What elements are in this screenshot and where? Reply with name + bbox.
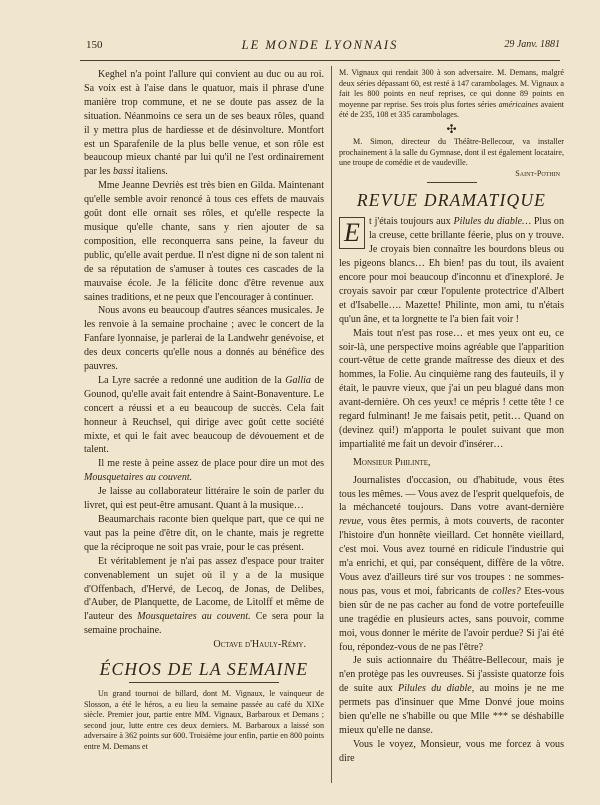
header-rule <box>80 60 560 61</box>
echos-block <box>84 689 324 753</box>
paragraph: Vous le voyez, Monsieur, vous me forcez à vous dire <box>339 738 564 764</box>
separator-rule <box>427 182 477 183</box>
left-column <box>84 68 324 753</box>
page-number: 150 <box>86 39 103 51</box>
paragraph: Il me reste à peine assez de place pour dire un mot des Mousquetaires au couvent. <box>84 458 324 484</box>
note-signature: Saint-Pothin <box>515 168 560 178</box>
paragraph: Je suis actionnaire du Théâtre-Bellecour, mais je n'en protège pas les ouvreuses. Si j'assiste quatorze fois de suite aux Pilules du diable, au moins je ne me permets pas d'insinuer que Mme Donvé joue moins bien qu'elle ne s'habille ou que Mlle *** se déshabille mieux qu'elle ne danse. <box>339 655 564 736</box>
column-divider <box>331 66 332 783</box>
news-note: M. Simon, directeur du Théâtre-Bellecour, va installer prochainement à la salle du Gymnase, dont il est également locataire, une troupe de comédie et de vaudeville. <box>339 136 564 168</box>
echos-paragraph: M. Vignaux qui rendait 300 à son adversaire. M. Demans, malgré deux séries dépassant 60, est resté à 147 carambolages. M. Vignaux a fait les 800 points en neuf reprises, ce qui donne 89 points en moyenne par reprise. Ses trois plus fortes séries américaines avaient été de 235, 108 et 335 carambolages. <box>339 68 564 120</box>
journal-title: LE MONDE LYONNAIS <box>241 38 399 52</box>
paragraph: La Lyre sacrée a redonné une audition de la Gallia de Gounod, qu'elle avait fait entendre à Saint-Bonaventure. Le concert a réussi et a eu beaucoup de succès. Cela fait honneur à Reuchsel, qui dirige avec goût cette société mixte, et qui le fait avec beaucoup de dévouement et de talent. <box>84 374 324 456</box>
paragraph: Keghel n'a point l'allure qui convient au duc ou au roi. Sa voix est à l'aise dans le quatuor, mais il phrase d'une manière trop commune, et ne se doute pas assez de la situation. Néanmoins ce sera un de ses beaux rôles, quand il y mettra plus de hardiesse et de désinvolture. Montfort est un Sparafenile de la plus belle venue, et son rôle est beaucoup mieux chanté par lui qu'il ne l'est ordinairement par les bassi italiens. <box>84 69 324 178</box>
echos-paragraph: Un grand tournoi de billard, dont M. Vignaux, le vainqueur de Slosson, a été le héros, a eu lieu la semaine passée au café du XIXe siècle. Premier jour, partie entre MM. Vignaux, Barbaroux et Demans ; second jour, lutte entre ces deux derniers. M. Barbaroux a laissé son adversaire à 362 points sur 600. Troisième jour enfin, partie en 800 points entre M. Demans et <box>84 689 324 752</box>
author-signature: Octave d'Hauly-Rémy. <box>213 639 306 651</box>
section-heading-echos: ÉCHOS DE LA SEMAINE <box>99 659 309 680</box>
drop-cap: E <box>339 217 365 249</box>
section-rule <box>129 682 279 683</box>
right-column <box>339 68 564 766</box>
paragraph: Mais tout n'est pas rose… et mes yeux ont eu, ce soir-là, une perspective moins agréable que l'apparition court-vêtue de cette grande maîtresse des dieux et des hommes, la Folie. Au cinquième rang des fauteuils, il y était, le pauvre vieux, que j'ai un peu blagué dans mon avant-dernière. Oh ces yeux! ce mépris ! cette tête ! ce regard fulminant! Je me faisais petit, petit… Quand on (devinez qui!) m'apporta le poulet suivant que mon impartialité me fait un devoir d'insérer… <box>339 327 564 450</box>
paragraph: Nous avons eu beaucoup d'autres séances musicales. Je les renvoie à la semaine prochaine ; avec le concert de la Fanfare lyonnaise, je parlerai de la Landwehr genévoise, et des deux concerts qu'elle nous a donnés au bénéfice des pauvres. <box>84 305 324 373</box>
ornament-icon: ✣ <box>446 121 457 136</box>
paragraph: Je laisse au collaborateur littéraire le soin de parler du livret, qui est peut-être amusant. Quant à la musique… <box>84 486 324 512</box>
paragraph: Beaumarchais raconte bien quelque part, que ce qui ne vaut pas la peine d'être dit, on le chante, mais je regrette que la réciproque ne soit pas vraie, pour le cas présent. <box>84 514 324 553</box>
paragraph: Journalistes d'occasion, ou d'habitude, vous êtes tous les mêmes. — Vous avez de l'esprit quelquefois, de la méchanceté toujours. Dans votre avant-dernière revue, vous êtes permis, à mots couverts, de raconter l'histoire d'un honnête vieillard. Cet honnête vieillard, c'est moi. Vous avez tourné en ridicule l'industrie qui m'a enrichi, et qui, par conséquent, diffère de la vôtre. Vous avez d'ailleurs tiré sur vos troupes : ne sommes-nous pas, vous et moi, fabricants de colles? Etes-vous bien sûr de ne pas cacher au fond de votre portefeuille une tragédie en plusieurs actes, sans pouvoir, comme moi, vous donner le mérite de l'avoir perdue? Si j'ai été fou, répondez-vous de ne pas l'être? <box>339 474 565 653</box>
letter-salutation: Monsieur Philinte, <box>353 456 431 468</box>
paragraph-with-dropcap: E t j'étais toujours aux Pilules du diable… Plus on la creuse, cette brillante féerie, plus on y trouve. Je croyais bien connaître les bourdons bleus ou les pigeons blancs… Eh bien! pas du tout, ils avaient encore pour moi beaucoup d'inconnu et d'inexploré. Je croyais savoir par cœur l'opulente protectrice d'Albert et d'Isabelle…. Mazette! Philinte, mon ami, tu n'étais qu'un âne, et ta lorgnette te l'a bien fait voir ! <box>339 216 564 325</box>
echos-continuation <box>339 68 564 179</box>
paragraph: Et véritablement je n'ai pas assez d'espace pour traiter convenablement un sujet où il y a de la musique d'Offenbach, d'Hervé, de Lecoq, de Jonas, de Delibes, d'Auber, de Planquette, de Lacome, de Litolff et même de l'auteur des Mousquetaires au couvent. Ce sera pour la semaine prochaine. <box>84 555 324 637</box>
issue-date: 29 Janv. 1881 <box>504 39 560 50</box>
page-header <box>80 36 560 54</box>
paragraph: Mme Jeanne Devriès est très bien en Gilda. Maintenant qu'elle semble avoir renoncé à tous ces effets de mauvais goût dont elle ornait ses rôles, et qu'elle respecte la musique qu'elle chante, sans y rien ajouter de sa composition, elle reconquerra sans peine, la faveur du public, qu'elle avait perdue. Il n'est digne ni de son talent ni de sa réputation de s'amuser à toutes ces cascades de la mauvaise école. Je la félicite donc d'être revenue aux saines traditions, et ne peux que l'encourager à continuer. <box>84 180 324 303</box>
section-heading-revue: REVUE DRAMATIQUE <box>356 190 547 211</box>
